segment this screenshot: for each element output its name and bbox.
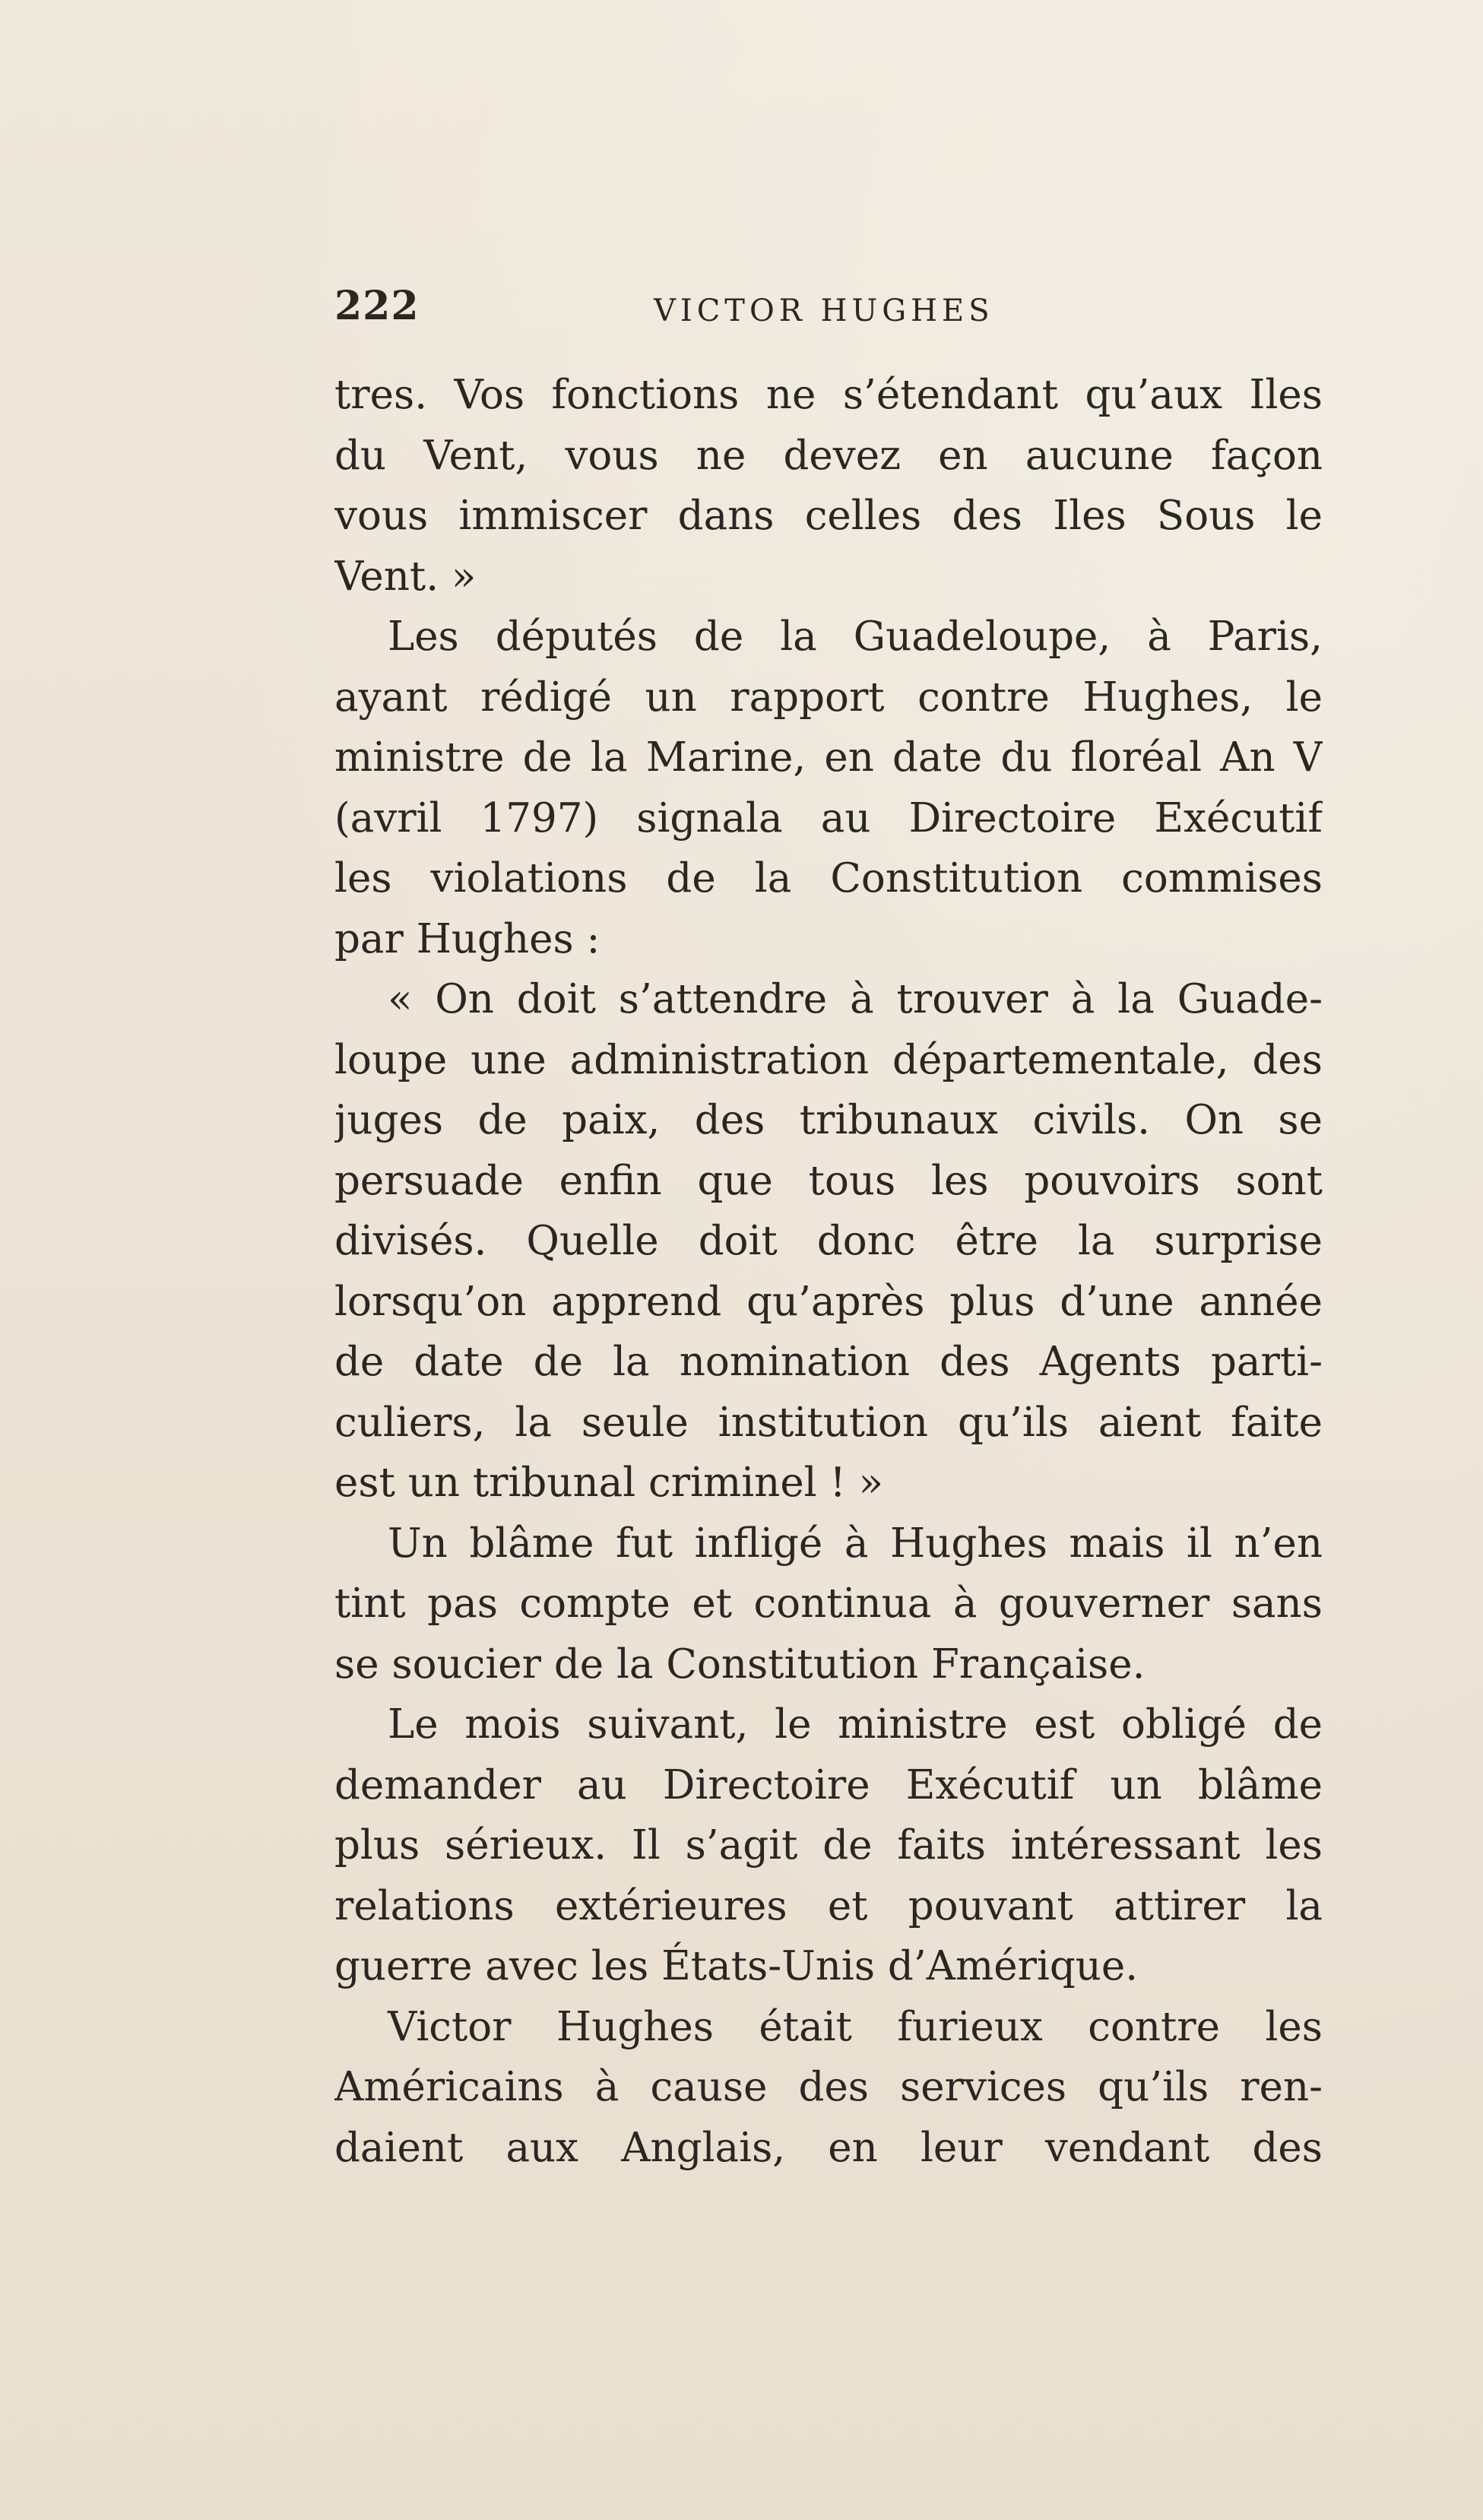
text-line: tres. Vos fonctions ne s’étendant qu’aux Iles — [334, 372, 1323, 418]
text-line: (avril 1797) signala au Directoire Exécutif — [334, 794, 1323, 842]
text-line: vous immiscer dans celles des Iles Sous le — [334, 493, 1323, 539]
text-line: les violations de la Constitution commises — [334, 855, 1323, 902]
text-line: juges de paix, des tribunaux civils. On se — [334, 1097, 1323, 1143]
text-line: demander au Directoire Exécutif un blâme — [334, 1761, 1323, 1808]
text-line: « On doit s’attendre à trouver à la Guade- — [388, 976, 1323, 1022]
text-line: plus sérieux. Il s’agit de faits intéressant les — [334, 1822, 1323, 1869]
text-line: Le mois suivant, le ministre est obligé de — [388, 1701, 1323, 1748]
text-line: guerre avec les États-Unis d’Amérique. — [334, 1943, 1139, 1989]
text-line: loupe une administration départementale, des — [334, 1036, 1323, 1083]
text-line: Victor Hughes était furieux contre les — [388, 2003, 1323, 2050]
text-line: ayant rédigé un rapport contre Hughes, le — [334, 674, 1323, 721]
text-line: Américains à cause des services qu’ils ren- — [334, 2064, 1323, 2110]
running-head — [334, 283, 1323, 336]
text-line: culiers, la seule institution qu’ils aient faite — [334, 1399, 1323, 1446]
text-line: tint pas compte et continua à gouverner sans — [334, 1580, 1323, 1627]
text-line: daient aux Anglais, en leur vendant des — [334, 2124, 1323, 2171]
text-line: Les députés de la Guadeloupe, à Paris, — [388, 613, 1323, 660]
text-line: de date de la nomination des Agents parti- — [334, 1339, 1323, 1385]
text-line: persuade enfin que tous les pouvoirs sont — [334, 1157, 1323, 1204]
text-line: est un tribunal criminel ! » — [334, 1460, 884, 1506]
text-line: Vent. » — [334, 553, 477, 600]
text-line: par Hughes : — [334, 915, 600, 962]
text-line: lorsqu’on apprend qu’après plus d’une année — [334, 1278, 1323, 1325]
text-line: Un blâme fut infligé à Hughes mais il n’en — [388, 1520, 1323, 1567]
text-line: divisés. Quelle doit donc être la surprise — [334, 1218, 1323, 1264]
text-line: relations extérieures et pouvant attirer la — [334, 1882, 1323, 1929]
running-title: VICTOR HUGHES — [654, 293, 994, 328]
text-line: ministre de la Marine, en date du floréal An V — [334, 734, 1323, 781]
text-line: du Vent, vous ne devez en aucune façon — [334, 432, 1323, 479]
page-number: 222 — [334, 283, 420, 329]
body-text — [334, 365, 1323, 2178]
text-line: se soucier de la Constitution Française. — [334, 1640, 1146, 1688]
